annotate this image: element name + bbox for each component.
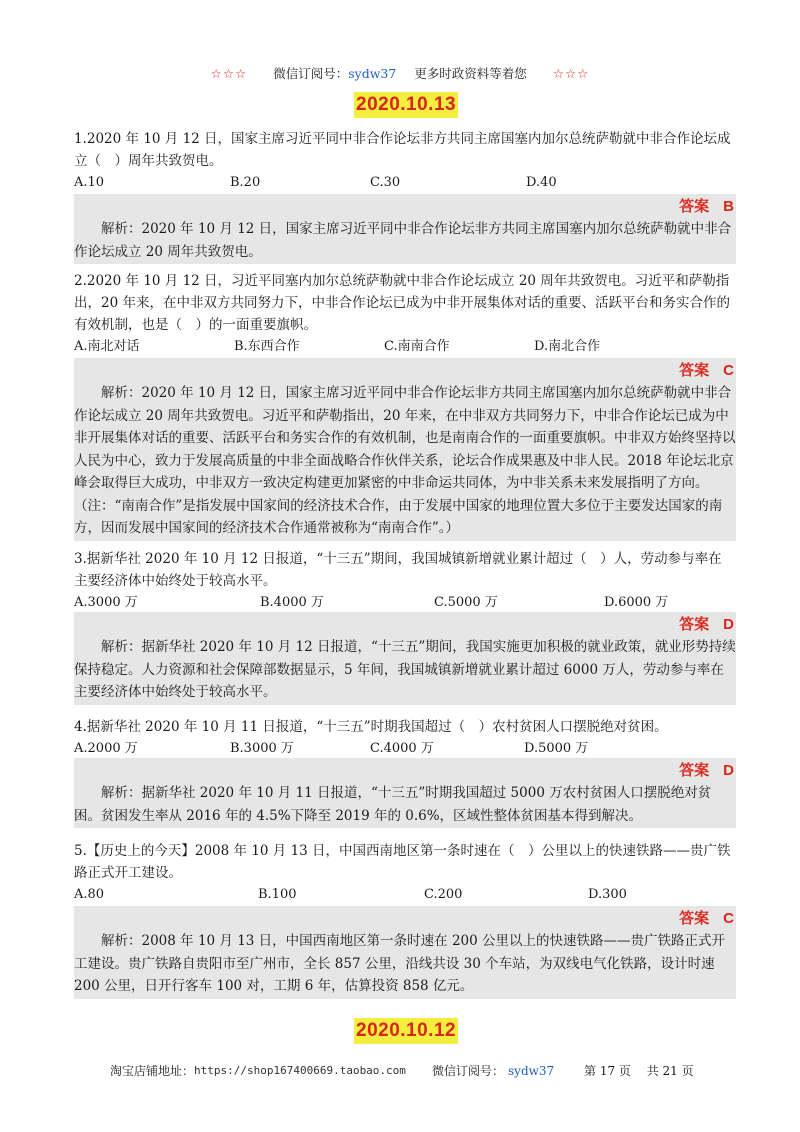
- analysis-1: [74, 194, 736, 264]
- answer-letter: D: [723, 762, 734, 779]
- shop-label: 淘宝店铺地址：: [110, 1064, 195, 1078]
- question-text: 2.2020 年 10 月 12 日，习近平同塞内加尔总统萨勒就中非合作论坛成立 20 周年共致贺电。习近平和萨勒指出，20 年来，在中非双方共同努力下，中非合作论坛已成为中非开展集体对话的重要、活跃平台和务实合作的有效机制，也是（ ）的一面重要旗帜。: [74, 273, 730, 333]
- question-3: [74, 548, 734, 614]
- date-heading: 2020.10.13: [354, 92, 458, 118]
- option-b: B.100: [258, 887, 297, 902]
- question-4: [74, 716, 734, 760]
- answer-badge: [679, 758, 734, 783]
- answer-label: 答案: [679, 361, 710, 379]
- answer-bar: [74, 758, 736, 782]
- subscription-code: sydw37: [348, 66, 397, 81]
- option-a: A.80: [74, 887, 105, 902]
- question-options: [74, 592, 734, 614]
- option-d: D.南北合作: [534, 339, 601, 354]
- analysis-text: 解析：据新华社 2020 年 10 月 11 日报道，“十三五”时期我国超过 5000 万农村贫困人口摆脱绝对贫困。贫困发生率从 2016 年的 4.5%下降至 2019 年的 0.6%，区域性整体贫困基本得到解决。: [74, 782, 736, 828]
- option-b: B.20: [230, 175, 261, 190]
- answer-label: 答案: [679, 615, 710, 633]
- option-a: A.3000 万: [74, 595, 138, 610]
- analysis-5: [74, 906, 736, 999]
- page-number: 第 17 页 共 21 页: [584, 1064, 694, 1078]
- option-d: D.300: [588, 887, 627, 902]
- answer-bar: [74, 358, 736, 382]
- question-text: 3.据新华社 2020 年 10 月 12 日报道，“十三五”期间，我国城镇新增就业累计超过（ ）人，劳动参与率在主要经济体中始终处于较高水平。: [74, 551, 722, 589]
- question-5: [74, 840, 734, 906]
- option-d: D.40: [526, 175, 557, 190]
- answer-bar: [74, 612, 736, 636]
- answer-badge: [679, 906, 734, 931]
- option-c: C.200: [424, 887, 463, 902]
- question-text: 1.2020 年 10 月 12 日，国家主席习近平同中非合作论坛非方共同主席国塞内加尔总统萨勒就中非合作论坛成立（ ）周年共致贺电。: [74, 131, 731, 169]
- analysis-2: [74, 358, 736, 541]
- option-b: B.4000 万: [260, 595, 324, 610]
- question-text: 4.据新华社 2020 年 10 月 11 日报道，“十三五”时期我国超过（ ）农村贫困人口摆脱绝对贫困。: [74, 719, 668, 735]
- stars-left: ☆☆☆: [210, 66, 248, 81]
- analysis-3: [74, 612, 736, 705]
- answer-label: 答案: [679, 197, 710, 215]
- option-a: A.10: [74, 175, 105, 190]
- option-c: C.4000 万: [370, 741, 434, 756]
- question-options: [74, 172, 734, 194]
- analysis-text: 解析：2020 年 10 月 12 日，国家主席习近平同中非合作论坛非方共同主席国塞内加尔总统萨勒就中非合作论坛成立 20 周年共致贺电。习近平和萨勒指出，20 年来，在中非双方共同努力下，中非合作论坛已成为中非开展集体对话的重要、活跃平台和务实合作的有效机制，也是南南合作的一面重要旗帜。中非双方始终坚持以人民为中心，致力于发展高质量的中非全面战略合作伙伴关系，论坛合作成果惠及中非人民。2018 年论坛北京峰会取得巨大成功，中非双方一致决定构建更加紧密的中非命运共同体，为中非关系未来发展指明了方向。（注：“南南合作”是指发展中国家间的经济技术合作，由于发展中国家的地理位置大多位于主要发达国家的南方，因而发展中国家间的经济技术合作通常被称为“南南合作”。）: [74, 382, 736, 541]
- option-b: B.东西合作: [234, 339, 300, 354]
- answer-badge: [679, 358, 734, 383]
- option-d: D.6000 万: [604, 595, 669, 610]
- answer-bar: [74, 906, 736, 930]
- option-b: B.3000 万: [230, 741, 294, 756]
- wechat-code: sydw37: [508, 1064, 555, 1078]
- option-d: D.5000 万: [524, 741, 589, 756]
- shop-url-link[interactable]: https://shop167400669.taobao.com: [194, 1064, 406, 1077]
- analysis-text: 解析：2008 年 10 月 13 日，中国西南地区第一条时速在 200 公里以上的快速铁路——贵广铁路正式开工建设。贵广铁路自贵阳市至广州市，全长 857 公里，沿线共设 30 个车站，为双线电气化铁路，设计时速 200 公里，日开行客车 100 对，工期 6 年，估算投资 858 亿元。: [74, 930, 736, 999]
- answer-letter: C: [723, 910, 734, 927]
- question-options: [74, 884, 734, 906]
- option-a: A.南北对话: [74, 339, 140, 354]
- answer-bar: [74, 194, 736, 218]
- analysis-text: 解析：据新华社 2020 年 10 月 12 日报道，“十三五”期间，我国实施更加积极的就业政策，就业形势持续保持稳定。人力资源和社会保障部数据显示，5 年间，我国城镇新增就业累计超过 6000 万人，劳动参与率在主要经济体中始终处于较高水平。: [74, 636, 736, 705]
- question-options: [74, 336, 734, 358]
- answer-badge: [679, 194, 734, 219]
- header-slogan: 更多时政资料等着您: [414, 66, 527, 81]
- date-heading: 2020.10.12: [354, 1018, 458, 1044]
- option-c: C.5000 万: [434, 595, 498, 610]
- analysis-text: 解析：2020 年 10 月 12 日，国家主席习近平同中非合作论坛非方共同主席国塞内加尔总统萨勒就中非合作论坛成立 20 周年共致贺电。: [74, 218, 736, 264]
- option-c: C.30: [370, 175, 401, 190]
- question-text: 5.【历史上的今天】2008 年 10 月 13 日，中国西南地区第一条时速在（ ）公里以上的快速铁路——贵广铁路正式开工建设。: [74, 843, 731, 881]
- question-1: [74, 128, 734, 194]
- option-a: A.2000 万: [74, 741, 138, 756]
- question-options: [74, 738, 734, 760]
- wechat-label: 微信订阅号：: [432, 1064, 505, 1078]
- answer-label: 答案: [679, 761, 710, 779]
- subscription-label: 微信订阅号：: [273, 66, 349, 81]
- option-c: C.南南合作: [384, 339, 450, 354]
- answer-letter: B: [723, 198, 734, 215]
- answer-letter: C: [723, 362, 734, 379]
- stars-right: ☆☆☆: [552, 66, 590, 81]
- page-header: [0, 66, 800, 82]
- analysis-4: [74, 758, 736, 828]
- answer-label: 答案: [679, 909, 710, 927]
- question-2: [74, 270, 734, 358]
- answer-letter: D: [723, 616, 734, 633]
- answer-badge: [679, 612, 734, 637]
